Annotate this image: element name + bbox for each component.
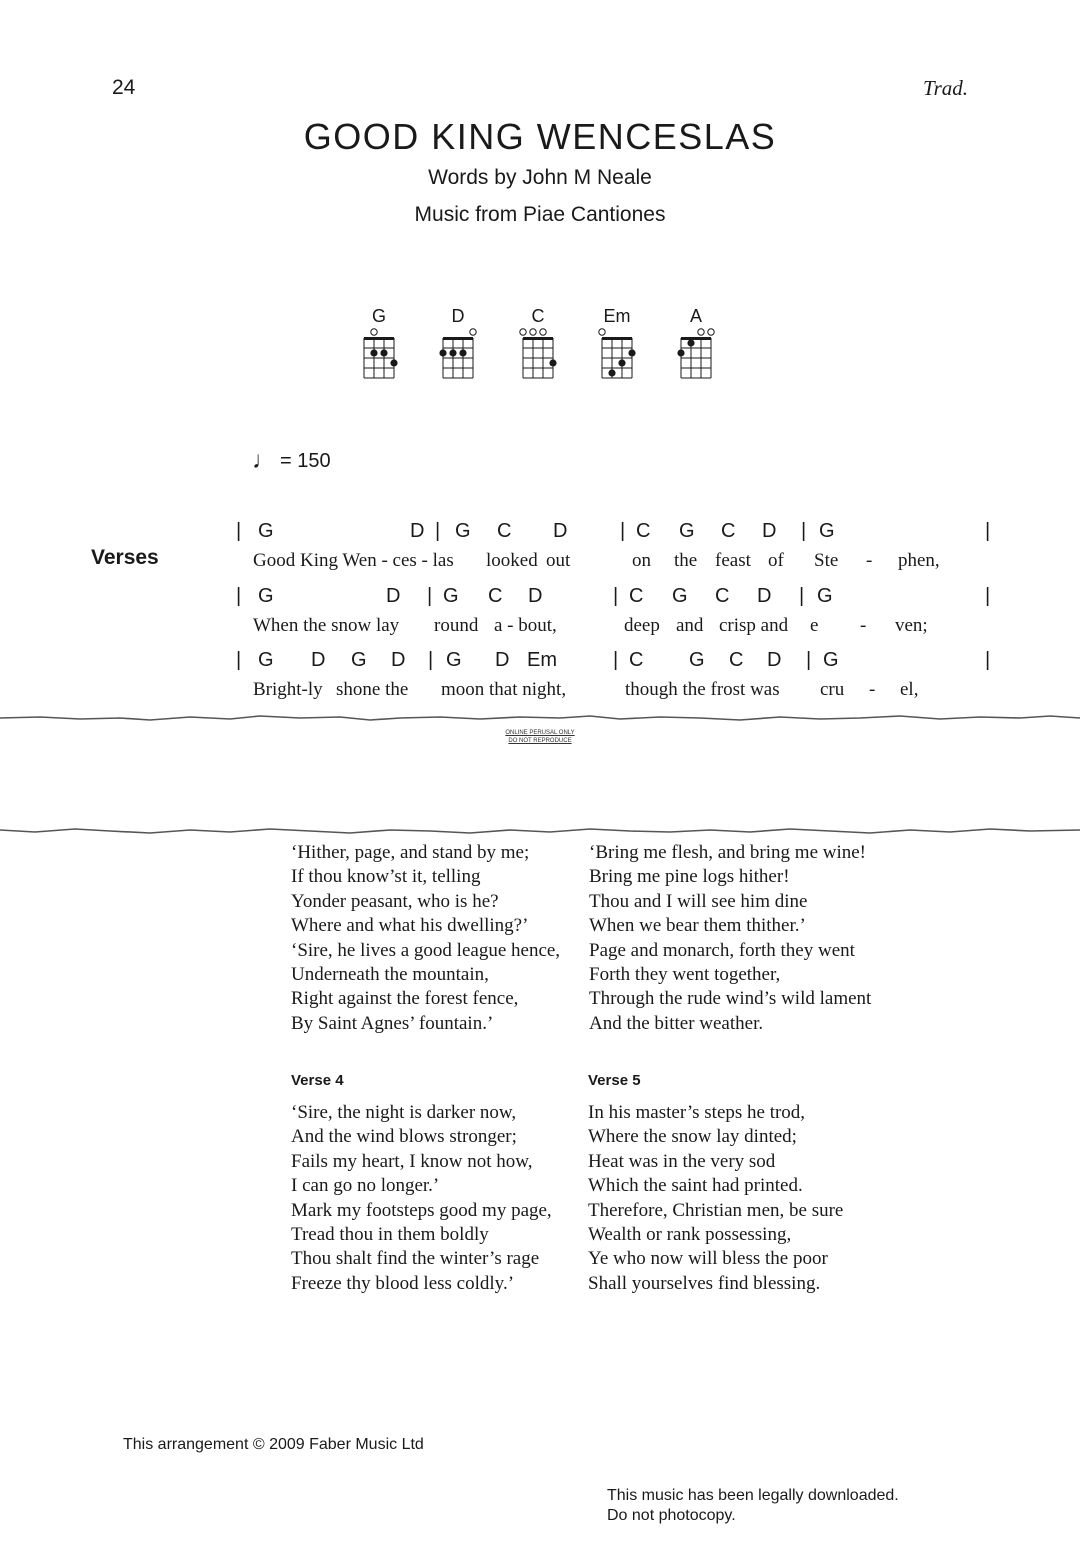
open-string-marker <box>371 329 377 335</box>
finger-dot <box>549 359 556 366</box>
lyric-syllable: ven; <box>895 615 928 636</box>
chord-symbol: D <box>767 649 782 671</box>
barline: | <box>236 649 242 671</box>
verse-line: In his master’s steps he trod, <box>588 1102 806 1123</box>
lyric-syllable: Good King Wen - ces - las <box>253 550 454 571</box>
verse-line: Thou and I will see him dine <box>589 890 808 912</box>
chord-symbol: G <box>689 649 705 671</box>
legal-notice <box>607 1486 899 1526</box>
lyric-syllable: of <box>768 550 784 571</box>
chord-symbol: C <box>729 649 744 671</box>
verse-5-lyrics <box>588 1101 843 1296</box>
chord-grid-g <box>351 328 407 384</box>
verse-line: I can go no longer.’ <box>291 1175 440 1197</box>
chord-symbol: G <box>351 649 367 671</box>
chord-symbol: C <box>636 520 651 542</box>
lyric-syllable: feast <box>715 550 751 571</box>
lyric-syllable: on <box>632 550 651 571</box>
lyric-syllable: and <box>676 615 704 636</box>
chord-symbol: G <box>443 585 459 607</box>
barline: | <box>427 585 433 607</box>
tempo-marking <box>252 447 331 475</box>
open-string-marker <box>698 329 704 335</box>
barline: | <box>236 520 242 542</box>
chord-diagram-em <box>589 306 645 382</box>
chord-symbol: Em <box>527 649 557 671</box>
verse-line: Page and monarch, forth they went <box>589 939 855 961</box>
chord-symbol: G <box>258 585 274 607</box>
chord-symbol: C <box>715 585 730 607</box>
chord-diagram-label: Em <box>603 306 631 326</box>
chord-diagram-label: D <box>451 306 465 326</box>
lyric-syllable: shone the <box>336 679 409 700</box>
barline: | <box>985 585 991 607</box>
finger-dot <box>628 349 635 356</box>
chord-symbol: D <box>311 649 326 671</box>
barline: | <box>613 585 619 607</box>
finger-dot <box>370 349 377 356</box>
lyric-syllable: cru <box>820 679 845 700</box>
barline: | <box>435 520 441 542</box>
finger-dot <box>449 349 456 356</box>
chord-symbol: G <box>672 585 688 607</box>
music-credit: Music from Piae Cantiones <box>414 203 666 226</box>
verse-line: Where and what his dwelling?’ <box>291 915 529 937</box>
verse-line: Shall yourselves find blessing. <box>588 1272 821 1294</box>
song-title: GOOD KING WENCESLAS <box>303 116 777 157</box>
chord-symbol: G <box>258 649 274 671</box>
lyric-syllable: Bright-ly <box>253 679 323 700</box>
barline: | <box>806 649 812 671</box>
chord-nut <box>602 337 632 340</box>
lyric-syllable: crisp and <box>719 615 789 636</box>
lyric-syllable: though the frost was <box>625 679 780 700</box>
lyric-syllable: round <box>434 615 479 636</box>
verse-line: ‘Sire, the night is darker now, <box>291 1102 517 1123</box>
verse-line: Right against the forest fence, <box>291 988 519 1010</box>
barline: | <box>613 649 619 671</box>
composer-credit: Trad. <box>923 76 968 100</box>
chord-diagram-c <box>510 306 566 382</box>
lyric-syllable: looked <box>486 550 538 571</box>
chord-diagram-g <box>351 306 407 382</box>
verse-line: Freeze thy blood less coldly.’ <box>291 1272 515 1294</box>
lyric-hyphen: - <box>869 679 876 700</box>
verse-line: Forth they went together, <box>589 964 781 986</box>
lyric-syllable: out <box>546 550 571 571</box>
verse-line: And the bitter weather. <box>589 1012 764 1034</box>
lyric-syllable: Ste <box>814 550 839 571</box>
chord-symbol: C <box>488 585 503 607</box>
chord-diagram-a <box>668 306 724 382</box>
verse-line: ‘Sire, he lives a good league hence, <box>291 939 561 961</box>
verse-line: Therefore, Christian men, be sure <box>588 1199 844 1221</box>
barline: | <box>620 520 626 542</box>
legal-line: Do not photocopy. <box>607 1507 736 1524</box>
verse-4-lyrics <box>291 1101 552 1296</box>
chord-symbol: C <box>721 520 736 542</box>
perusal-watermark <box>490 729 590 745</box>
verse-line: ‘Bring me flesh, and bring me wine! <box>589 842 867 863</box>
chord-symbol: D <box>410 520 425 542</box>
chord-symbol: D <box>528 585 543 607</box>
chord-grid-c <box>510 328 566 384</box>
finger-dot <box>608 369 615 376</box>
finger-dot <box>677 349 684 356</box>
lyric-hyphen: - <box>860 615 867 636</box>
lyric-syllable: e <box>810 615 819 636</box>
chord-symbol: D <box>553 520 568 542</box>
verse-column-left <box>291 841 560 1036</box>
chord-nut <box>364 337 394 340</box>
verse-column-right <box>589 841 871 1036</box>
lyric-hyphen: - <box>866 550 873 571</box>
finger-dot <box>618 359 625 366</box>
lyric-syllable: el, <box>900 679 919 700</box>
chord-diagram-label: G <box>371 306 386 326</box>
verse-line: If thou know’st it, telling <box>291 866 481 888</box>
finger-dot <box>459 349 466 356</box>
chord-symbol: G <box>817 585 833 607</box>
chord-symbol: D <box>391 649 406 671</box>
verse-line: When we bear them thither.’ <box>589 915 806 937</box>
chord-symbol: G <box>258 520 274 542</box>
copyright-notice: This arrangement © 2009 Faber Music Ltd <box>123 1436 424 1453</box>
verse-line: Ye who now will bless the poor <box>588 1248 828 1270</box>
verse-line: Wealth or rank possessing, <box>588 1224 792 1246</box>
words-credit: Words by John M Neale <box>428 166 652 189</box>
chord-grid-em <box>589 328 645 384</box>
verse-line: Fails my heart, I know not how, <box>291 1150 533 1172</box>
watermark-line: ONLINE PERUSAL ONLY <box>505 730 575 736</box>
lyric-syllable: When the snow lay <box>253 615 400 636</box>
chord-symbol: D <box>495 649 510 671</box>
lyric-syllable: deep <box>624 615 660 636</box>
tempo-value: = 150 <box>280 449 331 472</box>
finger-dot <box>439 349 446 356</box>
verse-line: Bring me pine logs hither! <box>589 866 790 888</box>
verse-5-heading: Verse 5 <box>588 1072 641 1089</box>
verse-line: Tread thou in them boldly <box>291 1224 489 1246</box>
chord-symbol: G <box>819 520 835 542</box>
chord-symbol: C <box>629 585 644 607</box>
chord-symbol: C <box>629 649 644 671</box>
lyric-syllable: the <box>674 550 698 571</box>
verse-line: And the wind blows stronger; <box>291 1126 517 1148</box>
section-label: Verses <box>91 546 159 569</box>
barline: | <box>985 649 991 671</box>
open-string-marker <box>708 329 714 335</box>
verse-line: Through the rude wind’s wild lament <box>589 988 872 1010</box>
finger-dot <box>380 349 387 356</box>
chord-symbol: G <box>823 649 839 671</box>
chord-grid-a <box>668 328 724 384</box>
chord-symbol: D <box>757 585 772 607</box>
verse-line: Heat was in the very sod <box>588 1150 776 1172</box>
verse-line: ‘Hither, page, and stand by me; <box>291 842 530 863</box>
barline: | <box>236 585 242 607</box>
verse-line: Thou shalt find the winter’s rage <box>291 1248 540 1270</box>
watermark-line: DO NOT REPRODUCE <box>508 738 572 744</box>
open-string-marker <box>470 329 476 335</box>
chord-nut <box>681 337 711 340</box>
chord-symbol: G <box>455 520 471 542</box>
chord-symbol: G <box>679 520 695 542</box>
chord-nut <box>443 337 473 340</box>
finger-dot <box>390 359 397 366</box>
barline: | <box>985 520 991 542</box>
chord-grid-d <box>430 328 486 384</box>
barline: | <box>799 585 805 607</box>
open-string-marker <box>520 329 526 335</box>
verse-line: Mark my footsteps good my page, <box>291 1199 552 1221</box>
verse-line: By Saint Agnes’ fountain.’ <box>291 1012 494 1034</box>
lyric-syllable: moon that night, <box>441 679 567 700</box>
chord-nut <box>523 337 553 340</box>
finger-dot <box>687 339 694 346</box>
verse-line: Where the snow lay dinted; <box>588 1126 797 1148</box>
torn-edge-bottom <box>0 820 1080 842</box>
chord-symbol: C <box>497 520 512 542</box>
verse-line: Underneath the mountain, <box>291 964 489 986</box>
verse-line: Which the saint had printed. <box>588 1175 803 1197</box>
page-number: 24 <box>112 76 136 99</box>
legal-line: This music has been legally downloaded. <box>607 1487 899 1504</box>
chord-symbol: D <box>386 585 401 607</box>
barline: | <box>428 649 434 671</box>
chord-symbol: G <box>446 649 462 671</box>
open-string-marker <box>540 329 546 335</box>
chord-symbol: D <box>762 520 777 542</box>
chord-diagram-label: A <box>689 306 702 326</box>
verse-4-heading: Verse 4 <box>291 1072 344 1089</box>
lyric-syllable: a - bout, <box>494 615 557 636</box>
verse-line: Yonder peasant, who is he? <box>291 890 499 912</box>
open-string-marker <box>599 329 605 335</box>
chord-diagram-d <box>430 306 486 382</box>
barline: | <box>801 520 807 542</box>
open-string-marker <box>530 329 536 335</box>
lyric-syllable: phen, <box>898 550 940 571</box>
chord-diagram-label: C <box>531 306 545 326</box>
quarter-note-icon: ♩ <box>252 447 276 474</box>
